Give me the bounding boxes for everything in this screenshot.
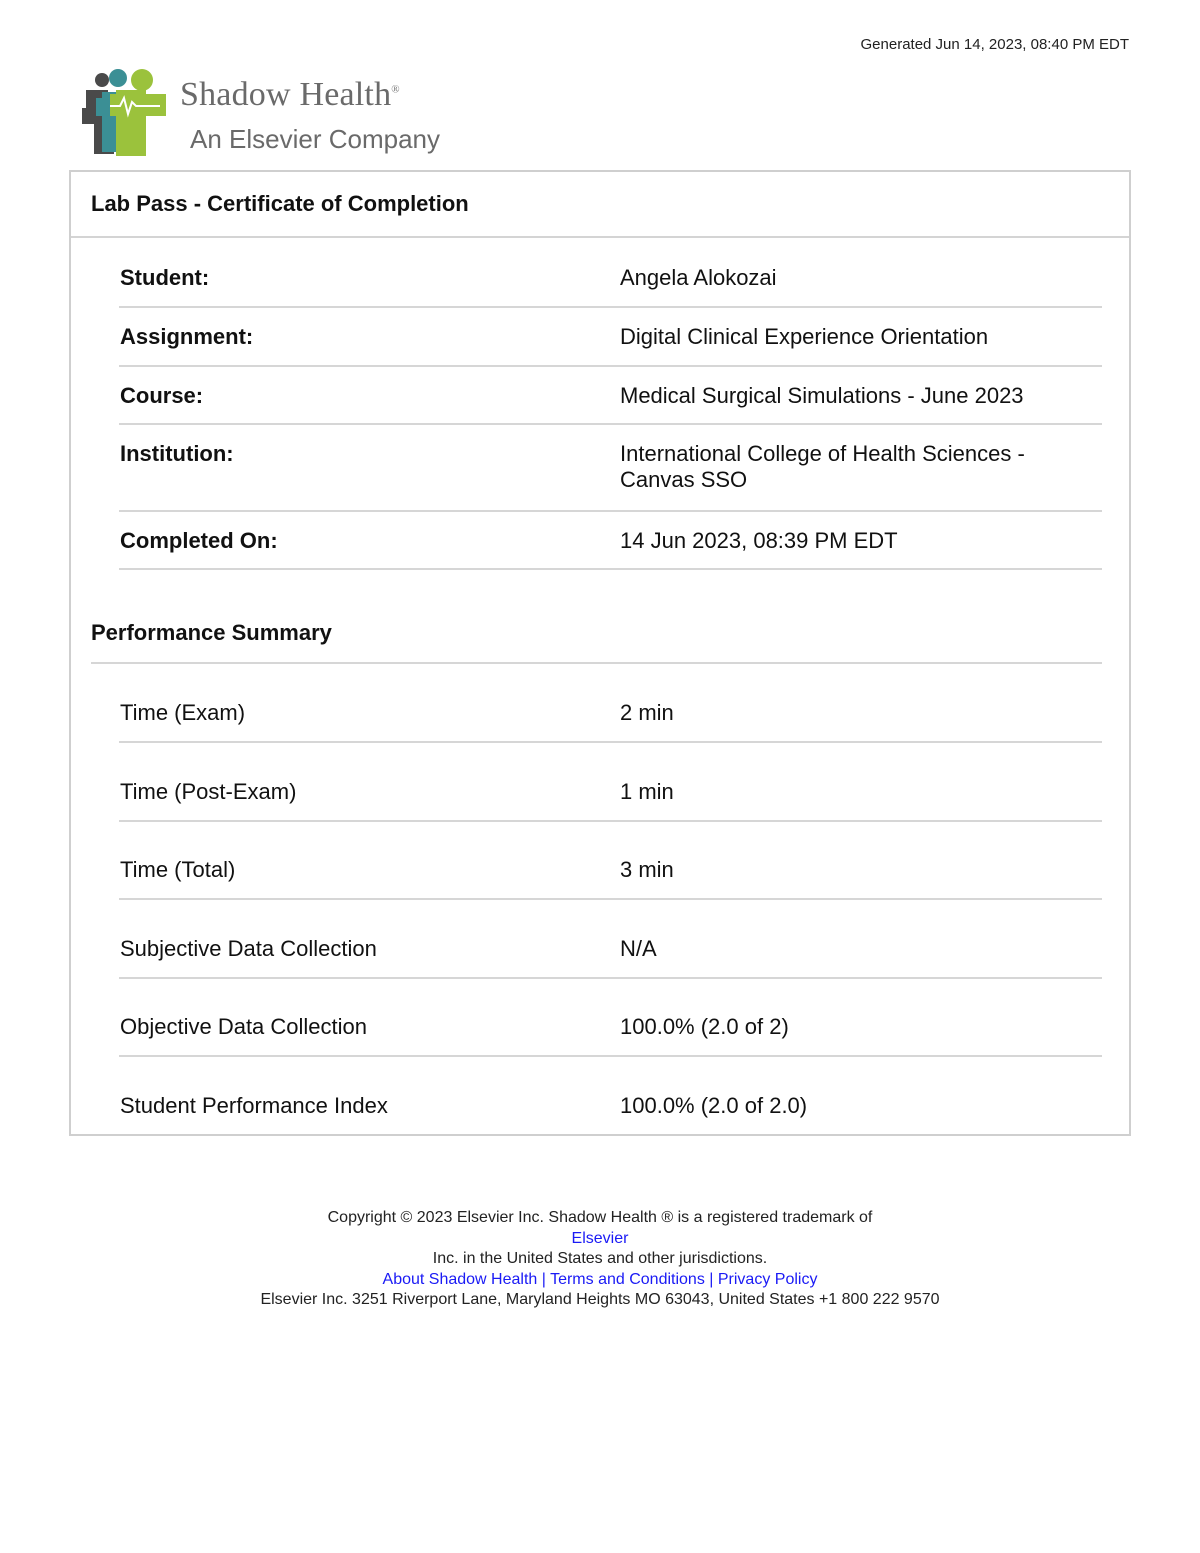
info-value: 14 Jun 2023, 08:39 PM EDT: [620, 528, 898, 553]
perf-label: Time (Exam): [120, 700, 246, 725]
info-label: Completed On:: [120, 528, 278, 553]
perf-value: 100.0% (2.0 of 2): [620, 1014, 789, 1039]
perf-row-time-exam: [119, 664, 1102, 743]
perf-label: Time (Total): [120, 857, 236, 882]
footer-copyright: Copyright © 2023 Elsevier Inc. Shadow Health ® is a registered trademark of: [327, 1209, 873, 1226]
shadow-health-figure-icon: [80, 68, 170, 160]
perf-row-time-total: [119, 822, 1102, 900]
info-label: Institution:: [120, 441, 234, 466]
info-label: Course:: [120, 383, 204, 408]
info-value: International College of Health Sciences - Canvas SSO: [620, 441, 1025, 492]
registered-mark: ®: [391, 83, 400, 96]
info-value: Angela Alokozai: [620, 265, 777, 290]
info-row-assignment: [119, 308, 1102, 367]
footer-address: Elsevier Inc. 3251 Riverport Lane, Maryland Heights MO 63043, United States +1 800 222 9570: [260, 1291, 940, 1308]
perf-value: 2 min: [620, 700, 674, 725]
brand-name: Shadow Health®: [180, 76, 400, 113]
perf-value: 1 min: [620, 779, 674, 804]
footer-links: [0, 1270, 1200, 1291]
privacy-policy-link[interactable]: Privacy Policy: [717, 1270, 818, 1288]
brand-tagline: An Elsevier Company: [190, 124, 440, 154]
perf-label: Student Performance Index: [120, 1093, 388, 1118]
info-value: Digital Clinical Experience Orientation: [620, 324, 989, 349]
perf-value: N/A: [620, 936, 657, 961]
perf-row-performance-index: [119, 1057, 1102, 1134]
info-row-student: [119, 240, 1102, 308]
generated-timestamp: Generated Jun 14, 2023, 08:40 PM EDT: [860, 36, 1129, 53]
terms-and-conditions-link[interactable]: Terms and Conditions: [550, 1270, 705, 1288]
perf-value: 100.0% (2.0 of 2.0): [620, 1093, 808, 1118]
footer-link-separator: |: [537, 1270, 551, 1288]
info-row-completed-on: [119, 512, 1102, 570]
perf-label: Objective Data Collection: [120, 1014, 368, 1039]
perf-row-objective: [119, 979, 1102, 1057]
certificate-title: Lab Pass - Certificate of Completion: [71, 172, 1129, 238]
perf-value: 3 min: [620, 857, 674, 882]
perf-row-subjective: [119, 900, 1102, 979]
perf-row-time-post-exam: [119, 743, 1102, 822]
shadow-health-logo: [80, 68, 460, 160]
perf-label: Time (Post-Exam): [120, 779, 297, 804]
footer-link-separator: |: [704, 1270, 718, 1288]
info-value: Medical Surgical Simulations - June 2023: [620, 383, 1024, 408]
about-shadow-health-link[interactable]: About Shadow Health: [382, 1270, 538, 1288]
info-row-institution: [119, 425, 1102, 512]
performance-summary-title: Performance Summary: [91, 620, 332, 645]
elsevier-link[interactable]: Elsevier: [571, 1229, 629, 1247]
certificate-card: [69, 170, 1131, 1136]
info-row-course: [119, 367, 1102, 425]
footer-jurisdictions: Inc. in the United States and other jurisdictions.: [432, 1250, 768, 1267]
info-label: Student:: [120, 265, 210, 290]
footer: [0, 1208, 1200, 1311]
info-label: Assignment:: [120, 324, 254, 349]
perf-label: Subjective Data Collection: [120, 936, 377, 961]
